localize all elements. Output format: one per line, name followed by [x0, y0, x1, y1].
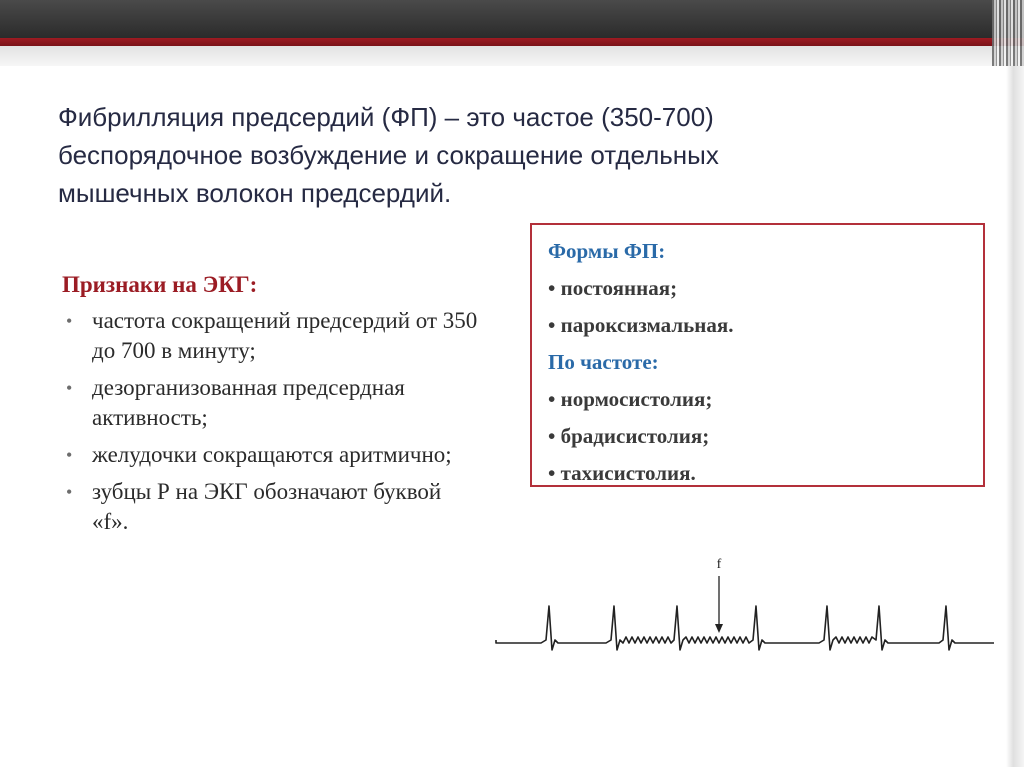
right-edge-shadow — [1006, 66, 1024, 767]
ecg-trace — [496, 606, 994, 650]
list-item: • дезорганизованная предсердная активность; — [62, 373, 482, 433]
list-item: • частота сокращений предсердий от 350 до 700 в минуту; — [62, 306, 482, 366]
list-item: • тахисистолия. — [548, 461, 696, 485]
list-item: • постоянная; — [548, 276, 678, 300]
list-item: • пароксизмальная. — [548, 313, 734, 337]
forms-box — [530, 223, 985, 487]
f-wave-label: f — [716, 557, 722, 572]
list-item: • зубцы Р на ЭКГ обозначают буквой «f». — [62, 477, 482, 537]
top-grey-band — [0, 46, 1024, 66]
heading-line-2: беспорядочное возбуждение и сокращение отдельных — [58, 140, 719, 170]
ecg-signs-title: Признаки на ЭКГ: — [62, 272, 258, 297]
ecg-signs-section — [62, 270, 482, 544]
slide-heading — [58, 98, 988, 212]
heading-line-1: Фибрилляция предсердий (ФП) – это частое (350-700) — [58, 102, 714, 132]
top-dark-bar — [0, 0, 1024, 38]
heading-line-3: мышечных волокон предсердий. — [58, 178, 452, 208]
ecg-signs-list — [62, 306, 482, 537]
f-wave-arrowhead — [715, 624, 723, 633]
list-item: • брадисистолия; — [548, 424, 710, 448]
list-item: • нормосистолия; — [548, 387, 713, 411]
top-red-stripe — [0, 38, 1024, 46]
frequency-title: По частоте: — [548, 350, 659, 374]
forms-title: Формы ФП: — [548, 239, 666, 263]
corner-decoration — [992, 0, 1024, 66]
list-item: • желудочки сокращаются аритмично; — [62, 440, 482, 470]
ecg-strip-figure — [494, 548, 998, 658]
